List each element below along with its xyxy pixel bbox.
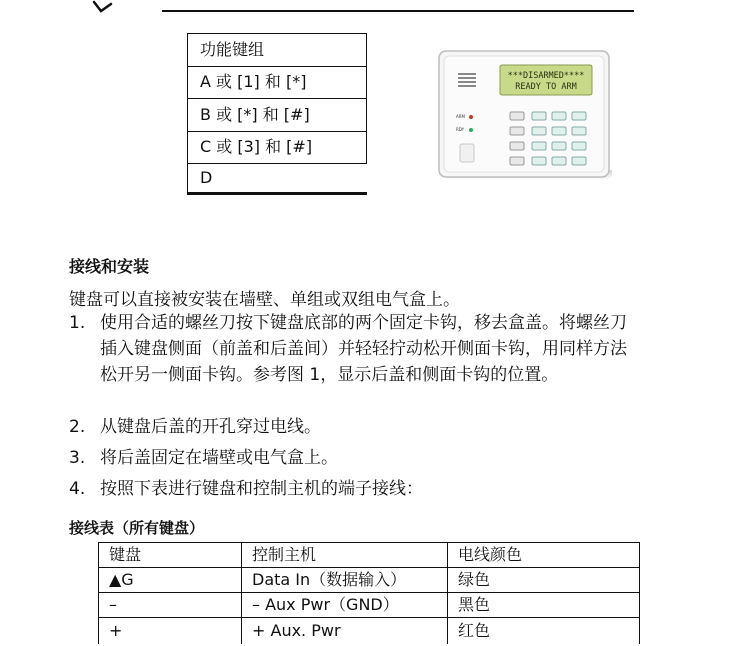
list-item xyxy=(69,414,629,440)
table-row xyxy=(99,593,640,618)
arm-led-label: ARM xyxy=(456,114,465,119)
keypad-side-slot xyxy=(460,144,474,162)
section-title: 接线和安装 xyxy=(69,257,150,276)
step-text: 按照下表进行键盘和控制主机的端子接线： xyxy=(100,479,423,499)
column-header-control-panel: 控制主机 xyxy=(242,543,448,568)
header-rule xyxy=(162,10,634,12)
cell-panel-terminal: + Aux. Pwr xyxy=(242,618,448,644)
step-number: 4. xyxy=(69,479,86,499)
function-key-table-bottom-border xyxy=(187,193,367,195)
keypad-display-line1: ***DISARMED**** xyxy=(507,71,585,81)
step-number: 2. xyxy=(69,417,86,437)
column-header-keypad: 键盘 xyxy=(99,543,242,568)
table-row xyxy=(188,164,367,193)
arm-led-icon xyxy=(469,115,473,119)
cell-wire-color: 红色 xyxy=(448,618,640,644)
step-text: 使用合适的螺丝刀按下键盘底部的两个固定卡钩，移去盒盖。将螺丝刀插入键盘侧面（前盖和后盖间）并轻轻拧动松开侧面卡钩，用同样方法松开另一侧面卡钩。参考图 1，显示后盖和侧面卡钩的位置。 xyxy=(100,313,627,385)
function-key-b: B 或 [*] 和 [#] xyxy=(188,99,367,132)
key-star xyxy=(572,157,586,165)
key-0 xyxy=(532,157,546,165)
table-row xyxy=(188,99,367,132)
keypad-illustration xyxy=(438,50,610,180)
key-max xyxy=(510,157,524,165)
keypad-display-line2: READY TO ARM xyxy=(515,82,577,92)
key-8 xyxy=(552,142,566,150)
key-off xyxy=(510,112,524,120)
step-text: 从键盘后盖的开孔穿过电线。 xyxy=(100,417,321,437)
cell-keypad-terminal: + xyxy=(99,618,242,644)
table-row xyxy=(188,131,367,164)
function-key-a: A 或 [1] 和 [*] xyxy=(188,66,367,99)
wiring-table xyxy=(98,542,640,644)
key-9 xyxy=(572,142,586,150)
list-item xyxy=(69,476,629,502)
table-row xyxy=(188,66,367,99)
key-3 xyxy=(572,112,586,120)
cell-wire-color: 黑色 xyxy=(448,593,640,618)
key-away xyxy=(510,127,524,135)
table-row xyxy=(99,618,640,644)
key-1 xyxy=(532,112,546,120)
key-6 xyxy=(572,127,586,135)
cell-wire-color: 绿色 xyxy=(448,568,640,593)
function-key-c: C 或 [3] 和 [#] xyxy=(188,131,367,164)
key-hash xyxy=(552,157,566,165)
key-7 xyxy=(532,142,546,150)
wiring-table-title: 接线表（所有键盘） xyxy=(69,519,205,537)
table-header-row xyxy=(99,543,640,568)
list-item xyxy=(69,445,629,471)
function-key-table xyxy=(187,33,367,193)
key-5 xyxy=(552,127,566,135)
function-key-d: D xyxy=(188,164,367,193)
key-4 xyxy=(532,127,546,135)
cell-panel-terminal: Data In（数据输入） xyxy=(242,568,448,593)
step-number: 1. xyxy=(69,313,86,333)
install-steps xyxy=(69,310,629,502)
step-number: 3. xyxy=(69,448,86,468)
ready-led-icon xyxy=(469,128,473,132)
table-row xyxy=(99,568,640,593)
section-intro: 键盘可以直接被安装在墙壁、单组或双组电气盒上。 xyxy=(69,290,460,310)
column-header-wire-color: 电线颜色 xyxy=(448,543,640,568)
cell-keypad-terminal: ▲G xyxy=(99,568,242,593)
cell-keypad-terminal: – xyxy=(99,593,242,618)
function-key-header: 功能键组 xyxy=(188,34,367,67)
table-row xyxy=(188,34,367,67)
step-text: 将后盖固定在墙壁或电气盒上。 xyxy=(100,448,338,468)
key-2 xyxy=(552,112,566,120)
list-item xyxy=(69,310,629,408)
corner-arrow-mark xyxy=(92,0,114,14)
ready-led-label: RDY xyxy=(456,127,465,132)
key-stay xyxy=(510,142,524,150)
cell-panel-terminal: – Aux Pwr（GND） xyxy=(242,593,448,618)
